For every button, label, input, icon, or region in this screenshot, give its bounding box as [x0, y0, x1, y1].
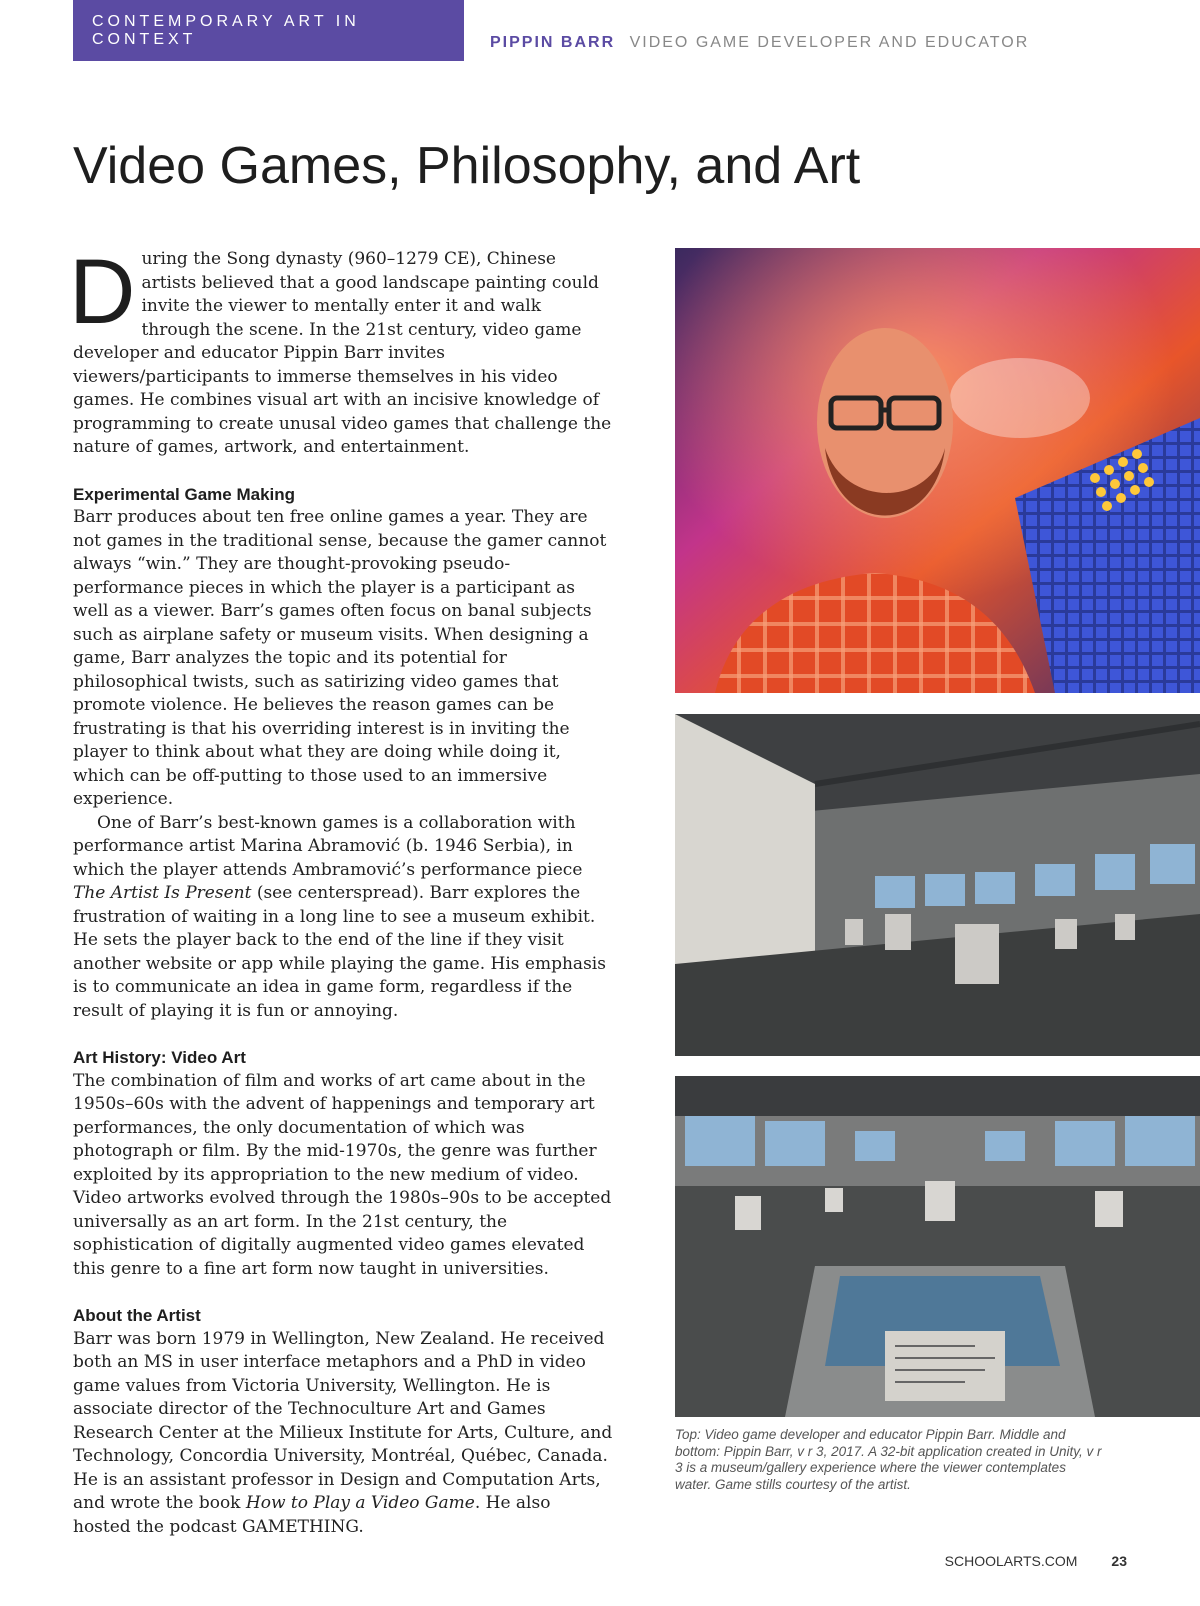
drop-cap: D	[69, 241, 136, 343]
heading-about-artist: About the Artist	[73, 1306, 201, 1325]
artwork-title: The Artist Is Present	[73, 883, 252, 903]
intro-text: uring the Song dynasty (960–1279 CE), Chinese artists believed that a good landscape painting could invite the viewer to mentally enter it and walk through the scene. In the 21st century, video game developer and educator Pippin Barr invites viewers/participants to immerse themselves in his video games. He combines visual art with an incisive knowledge of programming to create unusal video games that challenge the nature of games, artwork, and entertainment.	[73, 249, 612, 457]
p2-text-after: (see centerspread). Barr explores the frustration of waiting in a long line to see a museum exhibit. He sets the player back to the end of the line if they visit another website or app while playing the game. His emphasis is to communicate an idea in game form, regardless if the result of playing it is fun or annoying.	[73, 883, 606, 1021]
page-footer	[945, 1553, 1127, 1569]
book-title: How to Play a Video Game	[245, 1493, 475, 1513]
artist-header	[490, 34, 1029, 52]
heading-art-history: Art History: Video Art	[73, 1048, 246, 1067]
about-text-before: Barr was born 1979 in Wellington, New Zealand. He received both an MS in user interface metaphors and a PhD in video game values from Victoria University, Wellington. He is associate director of the Technoculture Art and Games Research Center at the Milieux Institute for Arts, Culture, and Technology, Concordia University, Montréal, Québec, Canada. He is an assistant professor in Design and Computation Arts, and wrote the book	[73, 1328, 613, 1513]
section-label: CONTEMPORARY ART IN CONTEXT	[92, 12, 360, 48]
p2-text-before: One of Barr’s best-known games is a collaboration with performance artist Marina Abramović (b. 1946 Serbia), in which the player attends Ambramović’s performance piece	[73, 812, 583, 880]
art-history-paragraph: The combination of film and works of art came about in the 1950s–60s with the advent of happenings and temporary art performances, the only documentation of which was photograph or film. By the mid-1970s, the genre was further exploited by its appropriation to the new medium of video. Video artworks evolved through the 1980s–90s to be accepted universally as an art form. In the 21st century, the sophistication of digitally augmented video games elevated this genre to a fine art form now taught in universities.	[73, 1070, 612, 1279]
heading-experimental: Experimental Game Making	[73, 484, 296, 504]
page-title: Video Games, Philosophy, and Art	[73, 137, 861, 195]
section-tab	[73, 0, 464, 61]
experimental-paragraph-2	[73, 812, 613, 1024]
site-name: SCHOOLARTS.COM	[944, 1553, 1078, 1569]
page-number: 23	[1111, 1553, 1127, 1569]
artist-name: PIPPIN BARR	[490, 34, 616, 51]
artist-portrait-photo	[675, 248, 1200, 693]
experimental-paragraph-1: Barr produces about ten free online games a year. They are not games in the traditional sense, because the gamer cannot always “win.” They are thought-provoking pseudo-performance pieces in which the player is a participant as well as a viewer. Barr’s games often focus on banal subjects such as airplane safety or museum visits. When designing a game, Barr analyzes the topic and its potential for philosophical twists, such as satirizing video games that promote violence. He believes the reason games can be frustrating is that his overriding interest is in inviting the player to think about what they are doing while doing it, which can be off-putting to those used to an immersive experience.	[73, 507, 607, 809]
about-text-after: . He also hosted the podcast GAMETHING.	[73, 1493, 551, 1537]
article-body	[69, 241, 613, 1539]
game-still-water-photo	[675, 1076, 1200, 1417]
about-artist-paragraph	[73, 1328, 613, 1540]
artist-role: VIDEO GAME DEVELOPER AND EDUCATOR	[629, 34, 1030, 51]
photo-caption: Top: Video game developer and educator Pippin Barr. Middle and bottom: Pippin Barr, v r 3, 2017. A 32-bit application created in Unity, v r 3 is a museum/gallery experience where the viewer contemplates water. Game stills courtesy of the artist.	[675, 1427, 1102, 1492]
intro-paragraph	[69, 241, 613, 460]
game-still-gallery-photo	[675, 714, 1200, 1056]
